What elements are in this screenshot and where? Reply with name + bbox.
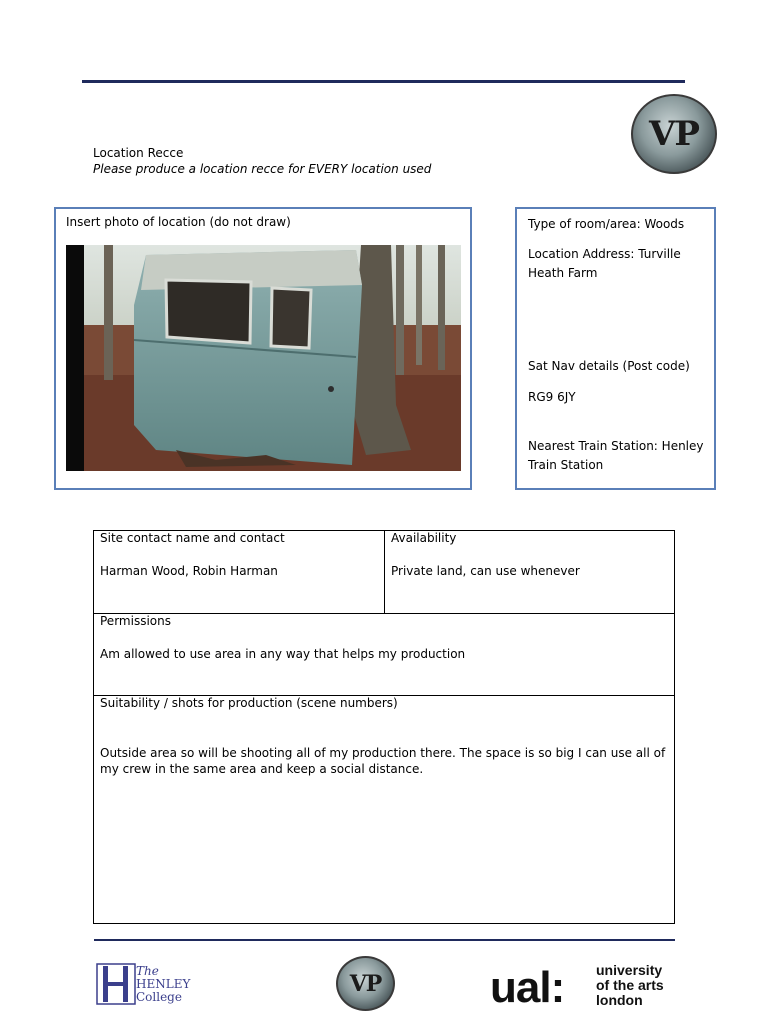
ual-wordmark xyxy=(596,963,664,1008)
suitability-value: Outside area so will be shooting all of my production there. The space is so big I can use all of my crew in the same area and keep a social distance. xyxy=(100,746,666,776)
suitability-title: Suitability / shots for production (scene numbers) xyxy=(100,696,398,710)
vp-logo xyxy=(631,94,717,174)
location-info-panel xyxy=(515,207,716,490)
postcode: RG9 6JY xyxy=(528,390,576,404)
site-contact-value: Harman Wood, Robin Harman xyxy=(100,564,278,578)
bottom-divider xyxy=(94,939,675,941)
room-type: Type of room/area: Woods xyxy=(528,217,685,231)
henley-line-1: The xyxy=(136,964,159,978)
availability-value: Private land, can use whenever xyxy=(391,564,580,578)
recce-details-table xyxy=(93,530,675,924)
site-contact-cell xyxy=(94,531,384,613)
train-station: Nearest Train Station: Henley Train Station xyxy=(528,439,704,472)
page-title: Location Recce xyxy=(93,146,184,160)
vp-logo-footer xyxy=(336,956,395,1011)
photo-section xyxy=(54,207,472,490)
availability-title: Availability xyxy=(391,531,457,545)
site-contact-title: Site contact name and contact xyxy=(100,531,285,545)
location-photo-illustration xyxy=(66,245,461,471)
sat-nav-label: Sat Nav details (Post code) xyxy=(528,359,690,373)
permissions-value: Am allowed to use area in any way that helps my production xyxy=(100,647,466,661)
ual-line-3: london xyxy=(596,992,643,1008)
page-instruction: Please produce a location recce for EVERY location used xyxy=(93,162,432,176)
availability-cell xyxy=(385,531,674,613)
suitability-cell xyxy=(94,696,674,923)
ual-line-1: university xyxy=(596,962,663,978)
permissions-cell xyxy=(94,614,674,695)
location-address: Location Address: Turville Heath Farm xyxy=(528,247,681,280)
permissions-title: Permissions xyxy=(100,614,171,628)
top-divider xyxy=(82,80,685,83)
photo-section-label: Insert photo of location (do not draw) xyxy=(66,215,291,229)
henley-college-logo xyxy=(96,962,206,1008)
henley-monogram-icon xyxy=(96,962,136,1006)
ual-line-2: of the arts xyxy=(596,977,664,993)
henley-line-3: College xyxy=(136,990,182,1004)
ual-logo xyxy=(490,962,680,1010)
vp-logo-footer-text: VP xyxy=(349,970,382,997)
vp-logo-text: VP xyxy=(649,114,699,154)
location-photo xyxy=(66,245,461,471)
henley-line-2: HENLEY xyxy=(136,977,191,991)
henley-wordmark xyxy=(136,965,190,1004)
page-heading xyxy=(93,145,431,177)
ual-mark: ual: xyxy=(490,963,565,1012)
